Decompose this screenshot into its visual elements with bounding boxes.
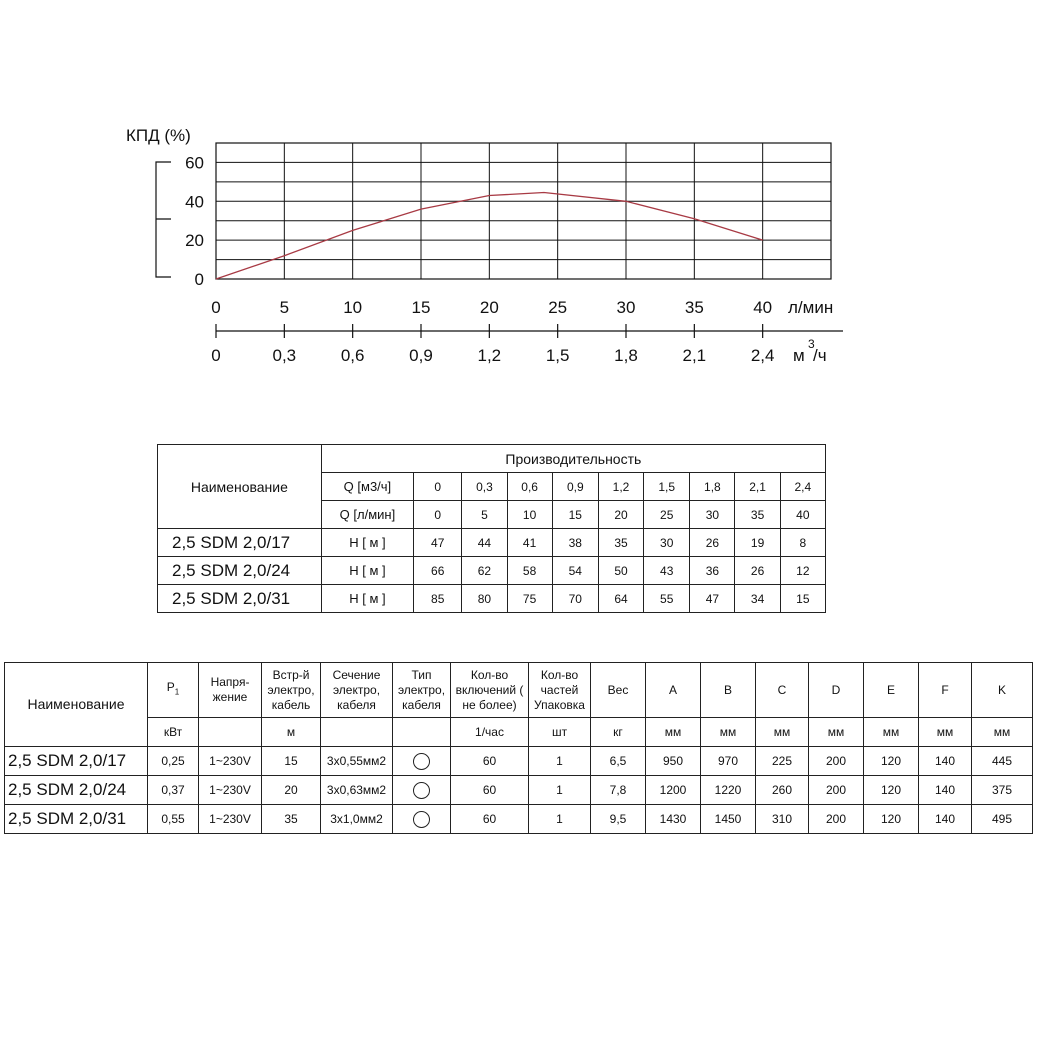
x-tick-label: 15 [411,298,431,317]
dim-c-unit: мм [756,718,809,747]
x-tick-label: 30 [616,298,636,317]
voltage-value: 1~230V [199,747,262,776]
x-tick-label: 25 [548,298,568,317]
x-unit-m3h-sup: 3 [808,337,815,351]
cable-section-value: 3х1,0мм2 [321,805,393,834]
q-m3-value: 0,9 [552,473,598,501]
p1-header: $P_1$ [148,663,199,718]
weight-value: 7,8 [591,776,646,805]
x-unit-m3h-base: м [793,346,805,365]
head-value: 36 [690,557,735,585]
weight-unit: кг [591,718,646,747]
cable-unit: м [262,718,321,747]
power-value: 0,55 [148,805,199,834]
head-unit-label: Н [ м ] [321,557,413,585]
head-value: 19 [735,529,780,557]
head-value: 43 [644,557,690,585]
q-m3-value: 0,6 [507,473,552,501]
q-lmin-label: Q [л/мин] [321,501,413,529]
perf-name-header: Наименование [158,445,322,529]
weight-value: 9,5 [591,805,646,834]
section-header: Сечение электро, кабеля [321,663,393,718]
head-value: 75 [507,585,552,613]
section-unit [321,718,393,747]
dim-b-value: 1450 [701,805,756,834]
dim-e-value: 120 [864,776,919,805]
q-lmin-value: 40 [780,501,825,529]
head-value: 58 [507,557,552,585]
power-value: 0,37 [148,776,199,805]
q-m3-value: 1,2 [598,473,643,501]
head-value: 44 [462,529,507,557]
dim-e-value: 120 [864,805,919,834]
starts-value: 60 [451,776,529,805]
x2-tick-label: 1,5 [545,346,570,365]
y-tick-labels [185,153,204,289]
parts-value: 1 [529,776,591,805]
y-axis-bracket-line [156,162,171,277]
perf-row [158,529,826,557]
q-lmin-value: 20 [598,501,643,529]
head-value: 15 [780,585,825,613]
dim-e-header: E [864,663,919,718]
y-tick-label: 40 [185,192,204,212]
parts-unit: шт [529,718,591,747]
head-value: 12 [780,557,825,585]
x-unit-m3h-tail: /ч [813,346,827,365]
pump-model-name: 2,5 SDM 2,0/24 [158,557,322,585]
q-m3-value: 0 [414,473,462,501]
dim-k-value: 495 [972,805,1033,834]
dim-d-unit: мм [809,718,864,747]
starts-header: Кол-во включений ( не более) [451,663,529,718]
head-value: 55 [644,585,690,613]
head-value: 85 [414,585,462,613]
pump-model-name: 2,5 SDM 2,0/31 [5,805,148,834]
y-axis-bracket [156,162,171,277]
head-value: 47 [690,585,735,613]
head-value: 41 [507,529,552,557]
efficiency-chart [0,0,1044,420]
q-m3-label: Q [м3/ч] [321,473,413,501]
spec-name-header: Наименование [5,663,148,747]
head-value: 66 [414,557,462,585]
head-unit-label: Н [ м ] [321,529,413,557]
perf-row [158,557,826,585]
x2-tick-label: 0,6 [340,346,365,365]
head-value: 35 [598,529,643,557]
x2-tick-label: 1,2 [477,346,502,365]
voltage-value: 1~230V [199,805,262,834]
specification-table [4,662,1033,834]
x-tick-label: 40 [753,298,773,317]
cable-length-value: 35 [262,805,321,834]
x-tick-label: 35 [684,298,704,317]
head-value: 54 [552,557,598,585]
flow-axis-lmin [211,298,843,338]
round-cable-icon [413,811,430,828]
dim-f-header: F [919,663,972,718]
x-tick-label: 10 [343,298,363,317]
dim-b-value: 1220 [701,776,756,805]
cable-type-icon [393,805,451,834]
weight-value: 6,5 [591,747,646,776]
q-m3-value: 2,4 [780,473,825,501]
voltage-value: 1~230V [199,776,262,805]
dim-a-value: 950 [646,747,701,776]
cable-type-unit [393,718,451,747]
round-cable-icon [413,753,430,770]
q-lmin-value: 15 [552,501,598,529]
parts-header: Кол-во частей Упаковка [529,663,591,718]
dim-b-header: B [701,663,756,718]
chart-grid [216,143,831,279]
q-lmin-value: 30 [690,501,735,529]
dim-f-value: 140 [919,747,972,776]
dim-d-value: 200 [809,747,864,776]
perf-row [158,585,826,613]
head-value: 30 [644,529,690,557]
power-value: 0,25 [148,747,199,776]
q-lmin-value: 25 [644,501,690,529]
pump-model-name: 2,5 SDM 2,0/17 [158,529,322,557]
dim-b-value: 970 [701,747,756,776]
cable-length-value: 20 [262,776,321,805]
cable-type-header: Тип электро, кабеля [393,663,451,718]
starts-unit: 1/час [451,718,529,747]
dim-d-header: D [809,663,864,718]
flow-axis-m3h [211,337,826,365]
dim-f-value: 140 [919,805,972,834]
dim-e-unit: мм [864,718,919,747]
head-value: 34 [735,585,780,613]
dim-a-unit: мм [646,718,701,747]
dim-a-value: 1200 [646,776,701,805]
dim-k-value: 445 [972,747,1033,776]
pump-model-name: 2,5 SDM 2,0/17 [5,747,148,776]
starts-value: 60 [451,747,529,776]
cable-header: Встр-й электро, кабель [262,663,321,718]
cable-section-value: 3х0,63мм2 [321,776,393,805]
voltage-unit [199,718,262,747]
head-value: 47 [414,529,462,557]
dim-d-value: 200 [809,805,864,834]
head-value: 26 [735,557,780,585]
round-cable-icon [413,782,430,799]
q-lmin-value: 35 [735,501,780,529]
x2-tick-label: 0 [211,346,221,365]
y-tick-label: 0 [194,270,204,289]
q-m3-value: 1,5 [644,473,690,501]
y-tick-label: 20 [185,231,204,251]
voltage-header: Напря-жение [199,663,262,718]
x2-tick-label: 1,8 [614,346,638,365]
head-unit-label: Н [ м ] [321,585,413,613]
dim-c-value: 260 [756,776,809,805]
q-m3-value: 2,1 [735,473,780,501]
head-value: 8 [780,529,825,557]
head-value: 64 [598,585,643,613]
head-value: 50 [598,557,643,585]
dim-e-value: 120 [864,747,919,776]
perf-group-header: Производительность [321,445,825,473]
q-m3-value: 1,8 [690,473,735,501]
x2-tick-label: 0,9 [409,346,433,365]
parts-value: 1 [529,747,591,776]
dim-a-header: A [646,663,701,718]
pump-model-name: 2,5 SDM 2,0/24 [5,776,148,805]
dim-d-value: 200 [809,776,864,805]
x-tick-label: 0 [211,298,221,317]
y-axis-label: КПД (%) [126,126,191,145]
q-lmin-value: 0 [414,501,462,529]
dim-k-unit: мм [972,718,1033,747]
dim-c-value: 225 [756,747,809,776]
dim-k-header: K [972,663,1033,718]
spec-row [5,805,1033,834]
starts-value: 60 [451,805,529,834]
head-value: 80 [462,585,507,613]
cable-type-icon [393,747,451,776]
x2-tick-label: 2,1 [682,346,707,365]
head-value: 26 [690,529,735,557]
performance-table [157,444,826,613]
x-unit-lmin: л/мин [788,298,834,317]
parts-value: 1 [529,805,591,834]
plot-frame [216,143,831,279]
head-value: 62 [462,557,507,585]
spec-row [5,747,1033,776]
pump-model-name: 2,5 SDM 2,0/31 [158,585,322,613]
x2-tick-label: 0,3 [272,346,297,365]
dim-c-value: 310 [756,805,809,834]
cable-section-value: 3х0,55мм2 [321,747,393,776]
dim-c-header: C [756,663,809,718]
x-tick-label: 20 [479,298,499,317]
q-m3-value: 0,3 [462,473,507,501]
dim-f-unit: мм [919,718,972,747]
head-value: 38 [552,529,598,557]
q-lmin-value: 10 [507,501,552,529]
cable-length-value: 15 [262,747,321,776]
dim-f-value: 140 [919,776,972,805]
q-lmin-value: 5 [462,501,507,529]
spec-row [5,776,1033,805]
y-tick-label: 60 [185,153,204,173]
weight-header: Вес [591,663,646,718]
x-tick-label: 5 [279,298,290,317]
dim-b-unit: мм [701,718,756,747]
p1-unit: кВт [148,718,199,747]
head-value: 70 [552,585,598,613]
x2-tick-label: 2,4 [750,346,775,365]
dim-k-value: 375 [972,776,1033,805]
dim-a-value: 1430 [646,805,701,834]
cable-type-icon [393,776,451,805]
